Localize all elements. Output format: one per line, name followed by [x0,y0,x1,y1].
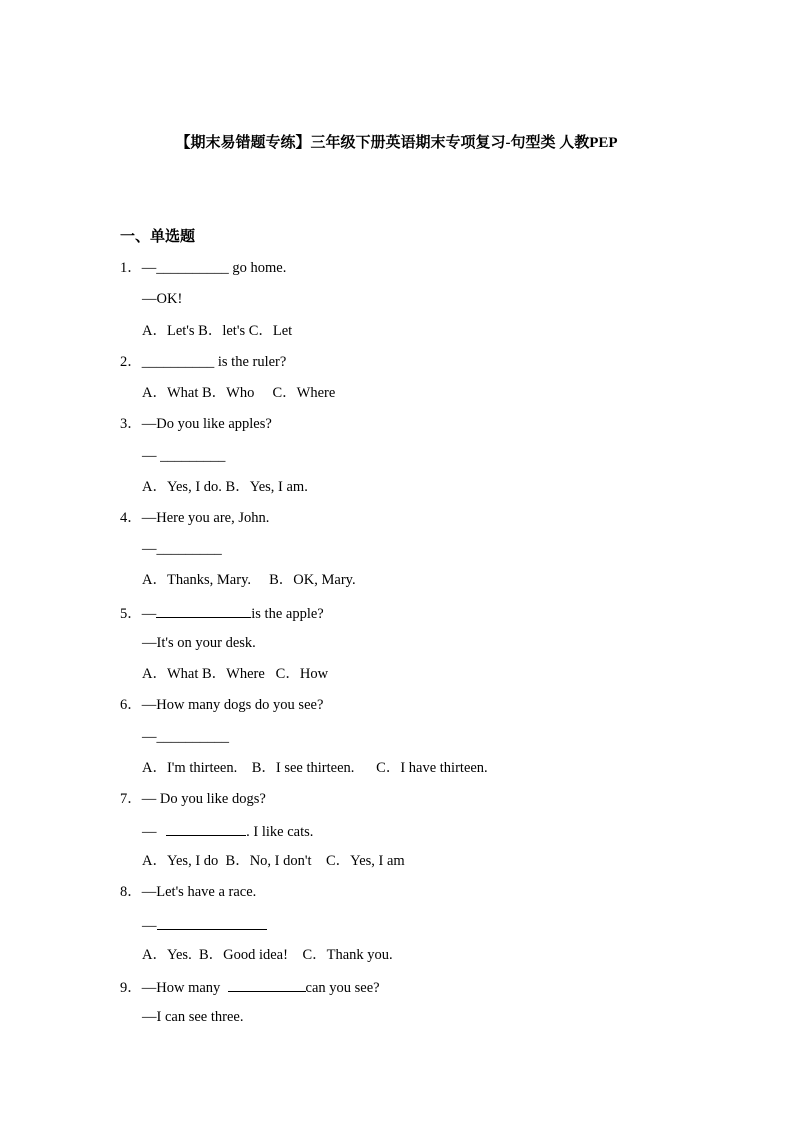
question-3: 3．—Do you like apples? [120,416,272,432]
options-line: A．Yes, I do B．No, I don't C．Yes, I am [142,853,405,869]
response-tail: . I like cats. [246,824,314,840]
section-heading: 一、单选题 [120,229,196,245]
question-9 [120,977,380,997]
answer-blank [228,977,306,992]
response-line [142,915,267,935]
answer-blank [166,821,246,836]
response-line: —OK! [142,291,183,307]
response-line: —__________ [142,729,229,745]
options-line: A．Yes, I do. B．Yes, I am. [142,479,308,495]
response-line: —It's on your desk. [142,635,256,651]
question-text: 5．— [120,606,157,622]
question-5 [120,603,324,623]
question-2: 2．__________ is the ruler? [120,354,287,370]
options-line: A．What B．Who C．Where [142,385,336,401]
question-tail: is the apple? [251,606,324,622]
options-line: A．Yes. B．Good idea! C．Thank you. [142,947,393,963]
options-line: A．I'm thirteen. B．I see thirteen. C．I have thirteen. [142,760,488,776]
options-line: A．What B．Where C．How [142,666,329,682]
response-line: — _________ [142,448,226,464]
question-tail: can you see? [305,980,380,996]
response-line: —I can see three. [142,1009,244,1025]
page-title: 【期末易错题专练】三年级下册英语期末专项复习-句型类 人教PEP [175,135,618,151]
question-1: 1．—__________ go home. [120,260,287,276]
question-7: 7．— Do you like dogs? [120,791,266,807]
response-text: — [142,824,161,840]
question-4: 4．—Here you are, John. [120,510,270,526]
question-6: 6．—How many dogs do you see? [120,697,324,713]
answer-blank [157,915,267,930]
response-text: — [142,918,157,934]
options-line: A．Thanks, Mary. B．OK, Mary. [142,572,356,588]
response-line: —_________ [142,541,222,557]
question-8: 8．—Let's have a race. [120,884,257,900]
options-line: A．Let's B．let's C．Let [142,323,293,339]
response-line [142,821,313,841]
question-text: 9．—How many [120,980,228,996]
answer-blank [156,603,251,618]
